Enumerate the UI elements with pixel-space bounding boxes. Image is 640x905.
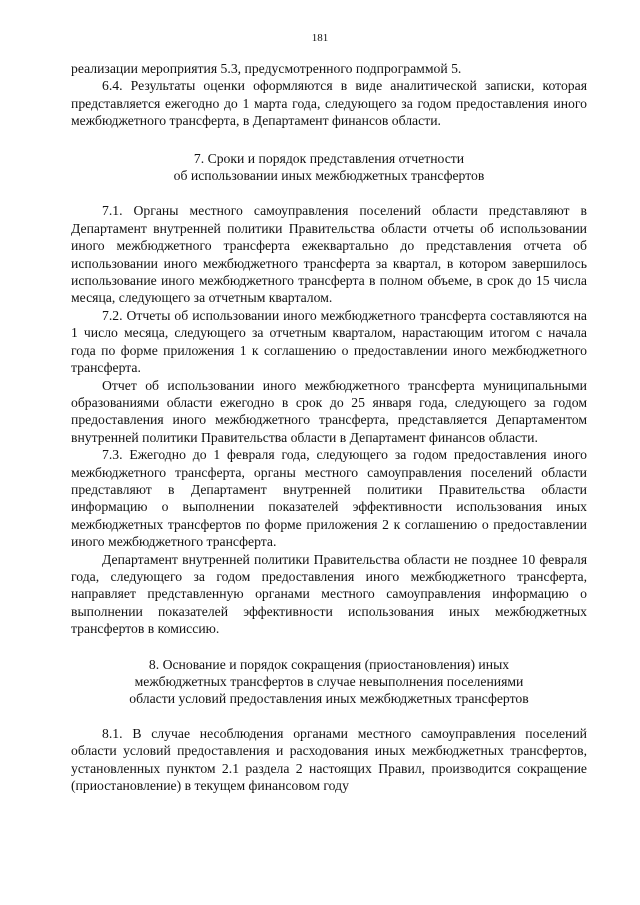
section-8-heading-line: межбюджетных трансфертов в случае невыполнения поселениями [134, 674, 524, 689]
paragraph-7-2: 7.2. Отчеты об использовании иного межбюджетного трансферта составляются на 1 число месяца, следующего за отчетным кварталом, нарастающим итогом с начала года по форме приложения 1 к соглашению о предоставлении иного межбюджетного трансферта. [71, 307, 587, 376]
section-8-heading [71, 656, 587, 708]
document-body [71, 60, 587, 794]
section-7-heading [71, 150, 587, 185]
paragraph-8-1: 8.1. В случае несоблюдения органами местного самоуправления поселений области условий предоставления и расходования иных межбюджетных трансфертов, установленных пунктом 2.1 раздела 2 настоящих Правил, производится сокращение (приостановление) в текущем финансовом году [71, 725, 587, 794]
paragraph-7-3: 7.3. Ежегодно до 1 февраля года, следующего за годом предоставления иного межбюджетного трансферта, органы местного самоуправления поселений области представляют в Департамент внутренней политики Правительства области информацию о выполнении показателей эффективности использования иных межбюджетных трансфертов по форме приложения 2 к соглашению о предоставлении иного межбюджетного трансферта. [71, 447, 587, 550]
paragraph-7-3-continued: Департамент внутренней политики Правительства области не позднее 10 февраля года, следующего за годом предоставления иного межбюджетного трансферта, направляет представленную органами местного самоуправления информацию о выполнении показателей эффективности использования иных межбюджетных трансфертов в комиссию. [71, 551, 587, 637]
section-8-heading-line: области условий предоставления иных межбюджетных трансфертов [129, 691, 529, 707]
paragraph-7-2-continued: Отчет об использовании иного межбюджетного трансферта муниципальными образованиями области ежегодно в срок до 25 января года, следующего за годом предоставления иного межбюджетного трансферта, представляется Департаментом внутренней политики Правительства области в Департамент финансов области. [71, 377, 587, 445]
section-7-heading-line: 7. Сроки и порядок представления отчетности [193, 150, 465, 166]
section-8-heading-line: 8. Основание и порядок сокращения (приостановления) иных [148, 656, 510, 672]
section-7-heading-line: об использовании иных межбюджетных трансфертов [173, 168, 485, 184]
paragraph-6-4: 6.4. Результаты оценки оформляются в виде аналитической записки, которая представляется ежегодно до 1 марта года, следующего за годом предоставления иного межбюджетного трансферта, в Департамент финансов области. [71, 78, 587, 129]
page-number: 181 [311, 32, 329, 44]
paragraph-intro: реализации мероприятия 5.3, предусмотренного подпрограммой 5. [71, 61, 462, 76]
paragraph-7-1: 7.1. Органы местного самоуправления поселений области представляют в Департамент внутренней политики Правительства области отчеты об использовании иного межбюджетного трансферта ежеквартально до представления отчета об использовании иного межбюджетного трансферта за квартал, в котором завершилось использование иного межбюджетного трансферта в полном объеме, в срок до 15 числа месяца, следующего за отчетным кварталом. [71, 203, 587, 306]
